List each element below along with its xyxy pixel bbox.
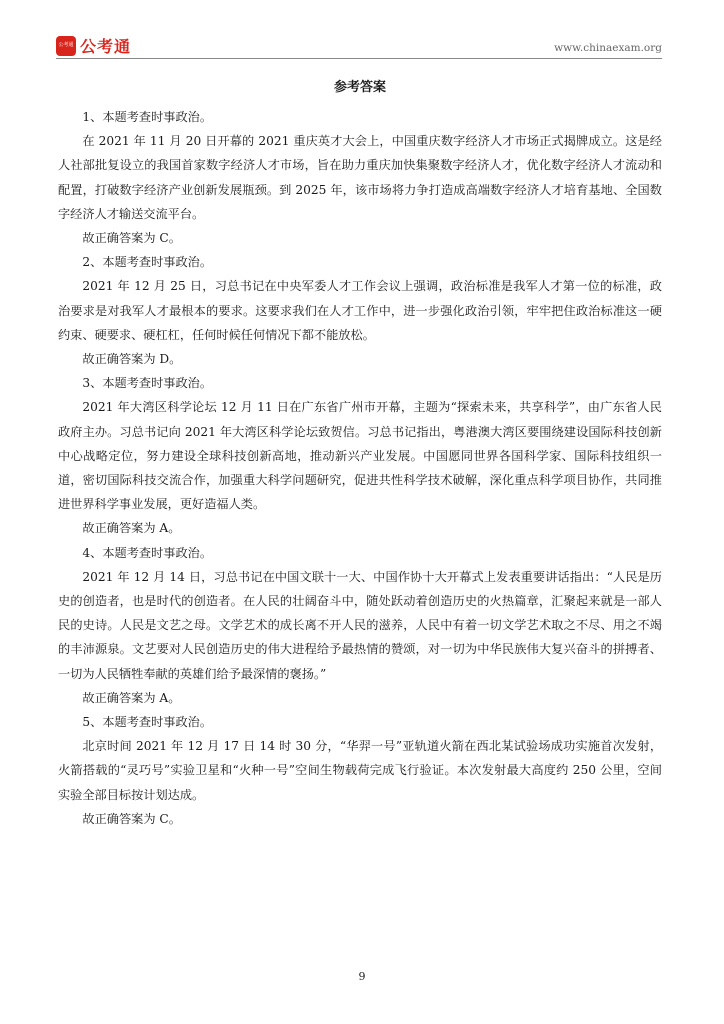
paragraph: 2、本题考查时事政治。 xyxy=(82,255,213,270)
logo-badge: 公考通 xyxy=(56,36,76,56)
paragraph: 故正确答案为 C。 xyxy=(82,231,181,246)
paragraph: 故正确答案为 C。 xyxy=(82,811,181,826)
paragraph: 1、本题考查时事政治。 xyxy=(82,110,213,124)
paragraph: 3、本题考查时事政治。 xyxy=(82,376,213,391)
paragraph: 2021 年 12 月 14 日，习总书记在中国文联十一大、中国作协十大开幕式上发表重要讲话指出：“人民是历史的创造者，也是时代的创造者。在人民的壮阔奋斗中，随处跃动着创造历史的火热篇章，汇聚起来就是一部人民的史诗。人民是文艺之母。文学艺术的成长离不开人民的滋养，人民中有着一切文学艺术取之不尽、用之不竭的丰沛源泉。文艺要对人民创造历史的伟大进程给予最热情的赞颂，对一切为中华民族伟大复兴奋斗的拼搏者、一切为人民牺牲奉献的英雄们给予最深情的褒扬。” xyxy=(58,569,662,681)
page-header xyxy=(56,34,662,58)
paragraph: 北京时间 2021 年 12 月 17 日 14 时 30 分，“华羿一号”亚轨道火箭在西北某试验场成功实施首次发射，火箭搭载的“灵巧号”实验卫星和“火种一号”空间生物载荷完成飞行验证。本次发射最大高度约 250 公里，空间实验全部目标按计划达成。 xyxy=(58,739,662,802)
site-url: www.chinaexam.org xyxy=(554,42,662,54)
document-body xyxy=(58,78,662,831)
logo-text: 公考通 xyxy=(80,37,132,56)
paragraph: 4、本题考查时事政治。 xyxy=(82,545,213,560)
document-title: 参考答案 xyxy=(333,80,386,95)
paragraph: 2021 年 12 月 25 日，习总书记在中央军委人才工作会议上强调，政治标准是我军人才第一位的标准，政治要求是对我军人才最根本的要求。这要求我们在人才工作中，进一步强化政治引领，牢牢把住政治标准这一硬约束、硬要求、硬杠杠，任何时候任何情况下都不能放松。 xyxy=(58,279,662,342)
paragraph: 在 2021 年 11 月 20 日开幕的 2021 重庆英才大会上，中国重庆数字经济人才市场正式揭牌成立。这是经人社部批复设立的我国首家数字经济人才市场，旨在助力重庆加快集聚数字经济人才，优化数字经济人才流动和配置，打破数字经济产业创新发展瓶颈。到 2025 年，该市场将力争打造成高端数字经济人才培育基地、全国数字经济人才输送交流平台。 xyxy=(58,134,662,221)
header-divider xyxy=(56,58,662,59)
logo xyxy=(56,34,131,57)
paragraph: 故正确答案为 A。 xyxy=(82,690,181,705)
paragraph: 故正确答案为 D。 xyxy=(82,352,182,367)
paragraph: 故正确答案为 A。 xyxy=(82,521,181,536)
paragraph: 2021 年大湾区科学论坛 12 月 11 日在广东省广州市开幕，主题为“探索未来，共享科学”，由广东省人民政府主办。习总书记向 2021 年大湾区科学论坛致贺信。习总书记指出，粤港澳大湾区要围绕建设国际科技创新中心战略定位，努力建设全球科技创新高地，推动新兴产业发展。中国愿同世界各国科学家、国际科技组织一道，密切国际科技交流合作，加强重大科学问题研究，促进共性科学技术破解，深化重点科学项目协作，共同推进世界科学事业发展，更好造福人类。 xyxy=(58,400,662,512)
page-number: 9 xyxy=(358,970,366,983)
paragraph: 5、本题考查时事政治。 xyxy=(82,715,213,730)
